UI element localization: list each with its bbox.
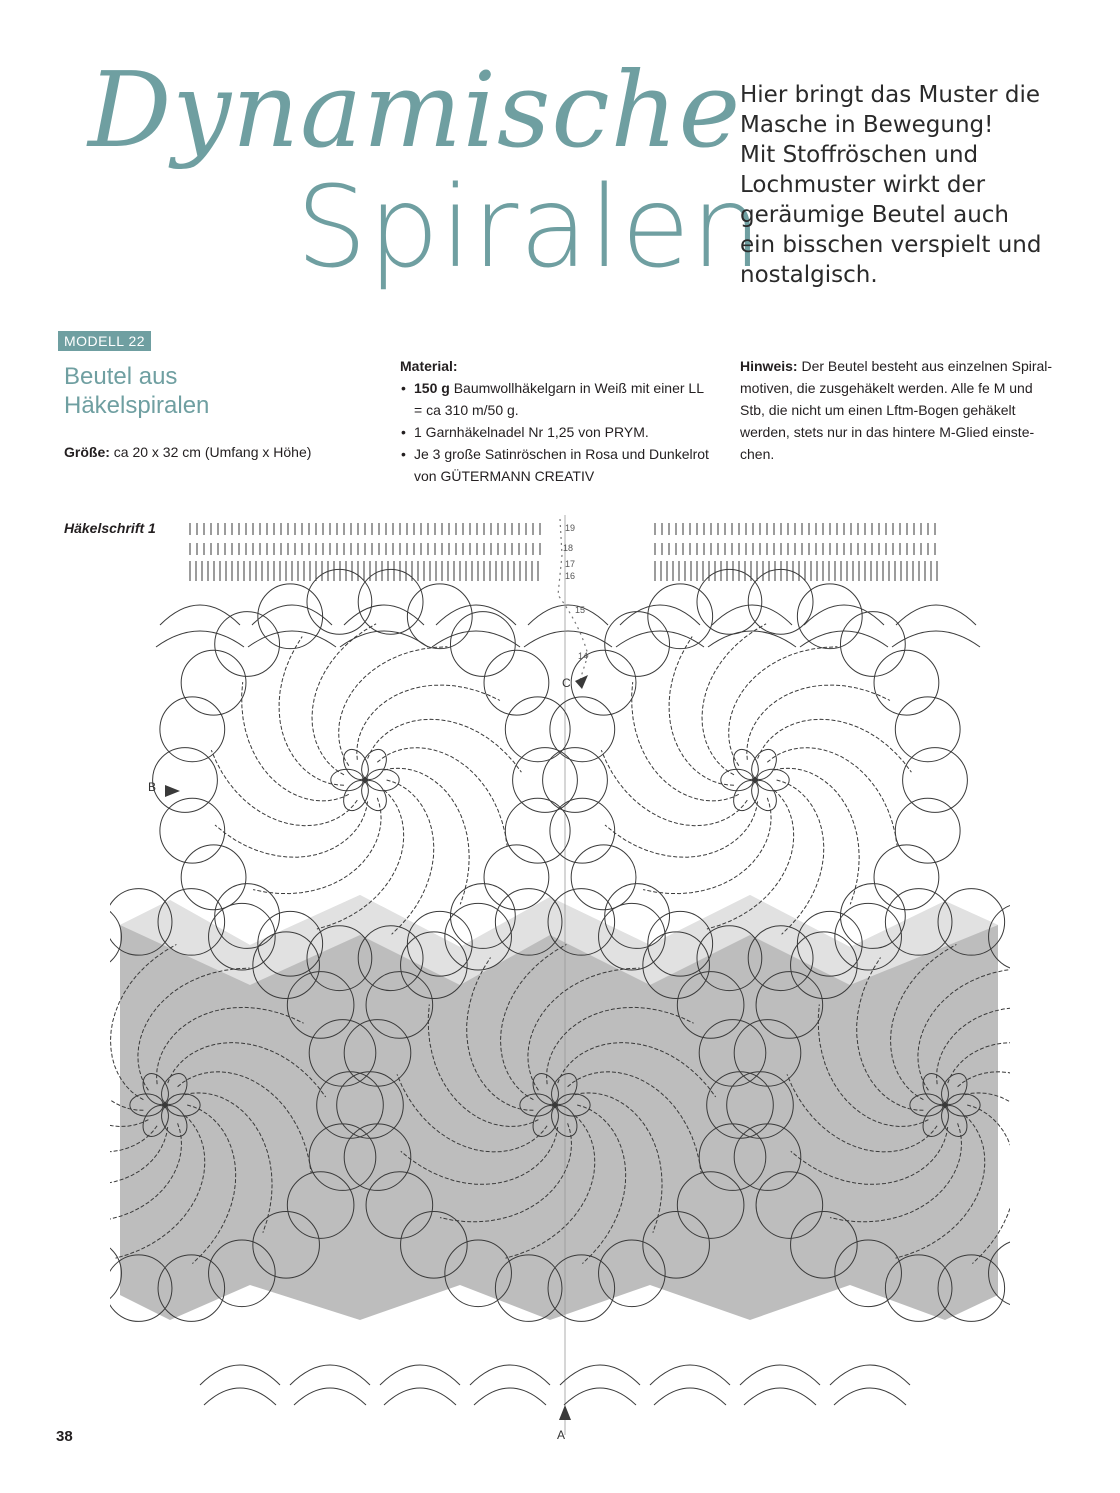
hinweis-line: Stb, die nicht um einen Lftm-Bogen gehäkelt bbox=[740, 402, 1016, 418]
chart-label: Häkelschrift 1 bbox=[64, 520, 156, 536]
model-badge: MODELL 22 bbox=[58, 331, 151, 351]
chart-arc bbox=[474, 1388, 546, 1405]
chart-motif-scallop bbox=[797, 584, 862, 649]
chart-arc bbox=[156, 631, 244, 647]
material-item-bold: 150 g bbox=[414, 380, 450, 396]
chart-arc bbox=[654, 1388, 726, 1405]
marker-b-arrow bbox=[165, 785, 180, 797]
chart-motif-center bbox=[162, 1102, 168, 1108]
chart-arc bbox=[470, 1365, 550, 1385]
intro-line: Lochmuster wirkt der bbox=[740, 172, 986, 198]
marker-c-arrow bbox=[575, 675, 588, 689]
chart-row-number: 17 bbox=[565, 559, 576, 569]
intro-line: Hier bringt das Muster die bbox=[740, 82, 1041, 108]
chart-arc bbox=[436, 605, 516, 625]
chart-motif-petal bbox=[357, 776, 392, 815]
chart-arc bbox=[834, 1388, 906, 1405]
chart-motif-petal bbox=[747, 745, 782, 784]
chart-motif-petal bbox=[729, 745, 764, 784]
material-item-line: • Je 3 große Satinröschen in Rosa und Dunkelrot bbox=[414, 446, 709, 462]
material-item-text: Baumwollhäkelgarn in Weiß mit einer LL bbox=[449, 380, 704, 396]
intro-line: geräumige Beutel auch bbox=[740, 202, 1010, 228]
chart-arc bbox=[564, 1388, 636, 1405]
material-heading: Material: bbox=[400, 358, 458, 374]
chart-motif-petal bbox=[339, 776, 374, 815]
chart-motif-scallop bbox=[605, 612, 670, 677]
marker-b: B bbox=[148, 780, 157, 794]
chart-motif-scallop bbox=[110, 903, 121, 970]
chart-motif-center bbox=[942, 1102, 948, 1108]
chart-motif-spiral bbox=[758, 719, 912, 772]
chart-arc bbox=[560, 1365, 640, 1385]
chart-motif-petal bbox=[331, 769, 363, 791]
material-item-line: • 1 Garnhäkelnadel Nr 1,25 von PRYM. bbox=[414, 424, 649, 440]
chart-motif-spiral bbox=[377, 748, 507, 846]
chart-motif-scallop bbox=[307, 569, 372, 634]
chart-row-number: 19 bbox=[565, 523, 576, 533]
chart-arc bbox=[528, 605, 608, 625]
chart-motif-scallop bbox=[215, 612, 280, 677]
chart-motif-scallop bbox=[407, 584, 472, 649]
chart-motif-spiral bbox=[253, 798, 381, 894]
material-item bbox=[400, 421, 720, 443]
material-item-line: von GÜTERMANN CREATIV bbox=[414, 468, 595, 484]
chart-motif-spiral bbox=[387, 780, 434, 934]
marker-c: C bbox=[562, 676, 571, 690]
title-script: Dynamische bbox=[88, 49, 742, 171]
chart-row-number: 14 bbox=[578, 651, 589, 661]
crochet-chart bbox=[110, 515, 1010, 1445]
intro-line: Mit Stoffröschen und bbox=[740, 142, 979, 168]
chart-motif-spiral bbox=[312, 624, 376, 775]
intro-line: ein bisschen verspielt und bbox=[740, 232, 1042, 258]
hinweis-text: Der Beutel besteht aus einzelnen Spiral- bbox=[797, 358, 1053, 374]
hinweis-line: motiven, die zusgehäkelt werden. Alle fe M und bbox=[740, 380, 1033, 396]
chart-motif-spiral bbox=[215, 801, 368, 857]
size-value: ca 20 x 32 cm (Umfang x Höhe) bbox=[109, 444, 312, 460]
material-item bbox=[400, 443, 720, 487]
subtitle-line: Beutel aus bbox=[64, 363, 178, 390]
chart-row-number: 16 bbox=[565, 571, 576, 581]
chart-motif-petal bbox=[721, 769, 753, 791]
chart-arc bbox=[290, 1365, 370, 1385]
chart-motif-spiral bbox=[339, 647, 448, 766]
subtitle-line: Häkelspiralen bbox=[64, 392, 210, 419]
chart-motif-spiral bbox=[632, 682, 739, 801]
chart-arc bbox=[204, 1388, 276, 1405]
chart-arc bbox=[200, 1365, 280, 1385]
marker-a: A bbox=[557, 1428, 566, 1442]
chart-motif-spiral bbox=[777, 780, 824, 934]
chart-motif-petal bbox=[747, 776, 782, 815]
intro-line: Masche in Bewegung! bbox=[740, 112, 994, 138]
chart-motif-scallop bbox=[697, 569, 762, 634]
chart-motif-petal bbox=[757, 769, 789, 791]
page-number: 38 bbox=[56, 1428, 73, 1445]
chart-arc bbox=[432, 631, 520, 647]
intro-line: nostalgisch. bbox=[740, 262, 878, 288]
chart-arc bbox=[804, 605, 884, 625]
chart-motif-scallop bbox=[110, 1240, 121, 1307]
intro-text bbox=[740, 80, 1080, 290]
chart-row-number: 15 bbox=[575, 605, 586, 615]
chart-motif-scallop bbox=[258, 584, 323, 649]
chart-arc bbox=[744, 1388, 816, 1405]
chart-motif-petal bbox=[729, 776, 764, 815]
chart-arc bbox=[294, 1388, 366, 1405]
hinweis-line bbox=[740, 355, 1070, 377]
chart-arc bbox=[616, 631, 704, 647]
chart-arc bbox=[650, 1365, 730, 1385]
chart-arc bbox=[740, 1365, 820, 1385]
chart-motif-spiral bbox=[643, 798, 771, 894]
chart-arc bbox=[620, 605, 700, 625]
material-item bbox=[400, 377, 720, 421]
chart-motif-center bbox=[752, 777, 758, 783]
chart-arc bbox=[160, 605, 240, 625]
subtitle bbox=[64, 362, 209, 420]
chart-row-number: 18 bbox=[563, 543, 574, 553]
chart-arc bbox=[248, 631, 336, 647]
chart-motif-spiral bbox=[368, 719, 522, 772]
chart-arc bbox=[524, 631, 612, 647]
chart-arc bbox=[896, 605, 976, 625]
chart-motif-petal bbox=[357, 745, 392, 784]
chart-arc bbox=[830, 1365, 910, 1385]
chart-motif-petal bbox=[339, 745, 374, 784]
marker-a-arrow bbox=[559, 1405, 571, 1420]
material-list bbox=[400, 377, 720, 487]
hinweis-label: Hinweis: bbox=[740, 358, 798, 374]
chart-motif-scallop bbox=[358, 569, 423, 634]
chart-motif-spiral bbox=[729, 647, 838, 766]
material-section bbox=[400, 355, 720, 487]
chart-motif-scallop bbox=[648, 584, 713, 649]
chart-motif-spiral bbox=[242, 682, 349, 801]
chart-motif-spiral bbox=[702, 624, 766, 775]
chart-arc bbox=[712, 605, 792, 625]
chart-motif-scallop bbox=[450, 612, 515, 677]
chart-motif-spiral bbox=[605, 801, 758, 857]
chart-arc bbox=[380, 1365, 460, 1385]
chart-motif-spiral bbox=[767, 748, 897, 846]
chart-motif-center bbox=[362, 777, 368, 783]
chart-arc bbox=[384, 1388, 456, 1405]
chart-arc bbox=[252, 605, 332, 625]
hinweis-section bbox=[740, 355, 1070, 465]
title-main: Spiralen bbox=[296, 163, 763, 293]
chart-shade bbox=[120, 895, 998, 1320]
hinweis-line: chen. bbox=[740, 446, 775, 462]
material-item-line: = ca 310 m/50 g. bbox=[414, 402, 519, 418]
chart-motif-center bbox=[552, 1102, 558, 1108]
chart-motif-petal bbox=[367, 769, 399, 791]
size-label: Größe: bbox=[64, 444, 110, 460]
material-item-line bbox=[414, 377, 720, 399]
hinweis-line: werden, stets nur in das hintere M-Glied einste- bbox=[740, 424, 1035, 440]
size-info bbox=[64, 444, 311, 460]
chart-arc bbox=[344, 605, 424, 625]
